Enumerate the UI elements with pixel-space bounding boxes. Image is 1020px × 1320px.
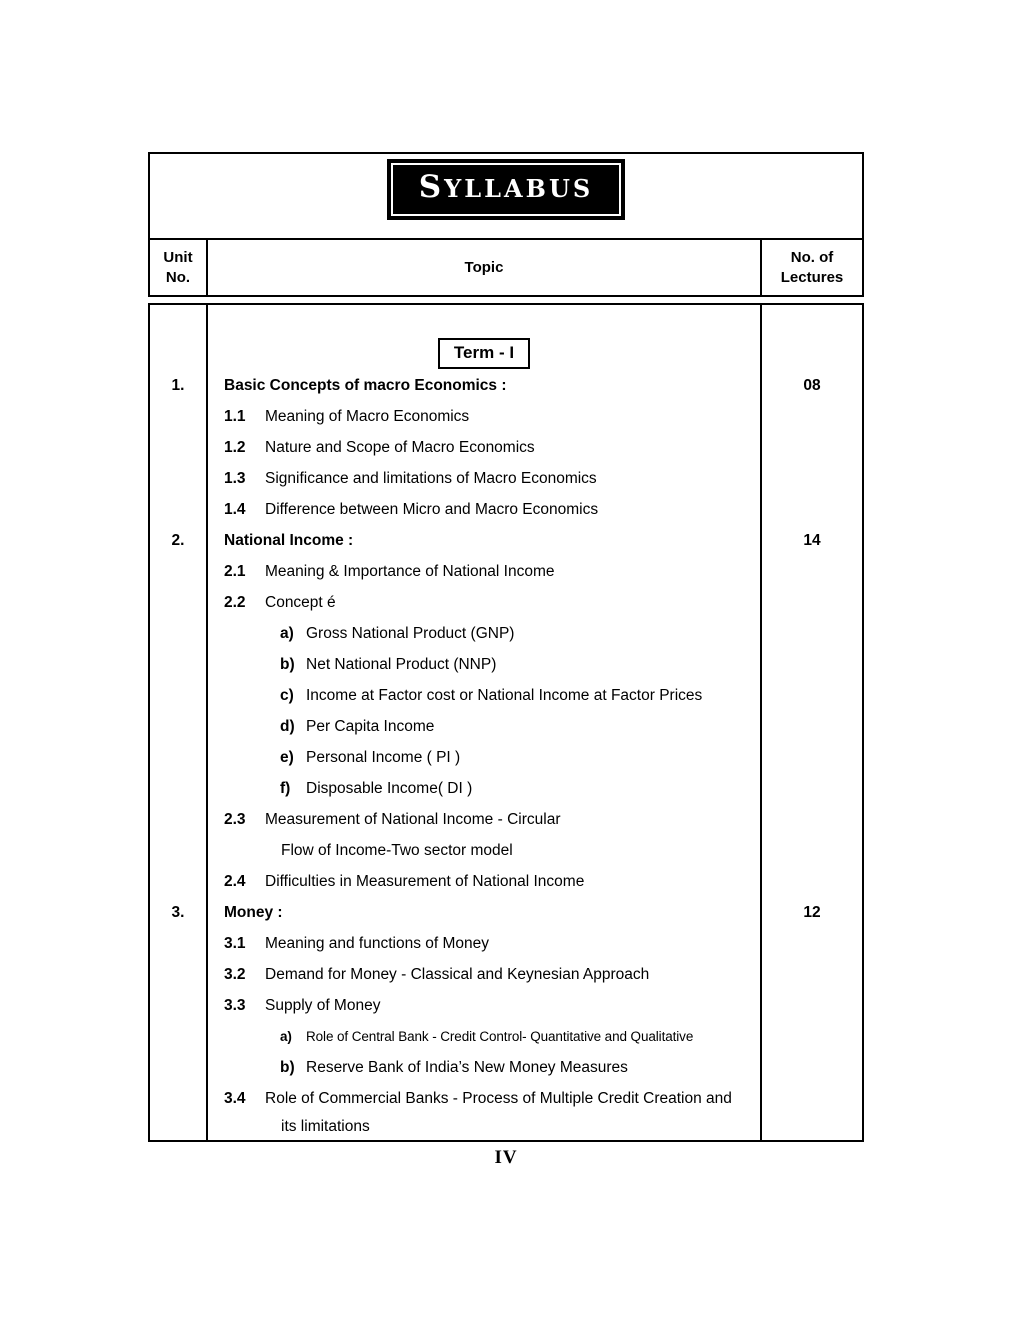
unit-2-number: 2. <box>171 531 185 549</box>
table-row: b) Reserve Bank of India’s New Money Measures <box>150 1052 862 1083</box>
item-text: Reserve Bank of India’s New Money Measures <box>306 1058 628 1076</box>
unit-3-heading-row <box>150 897 862 928</box>
banner-rest: YLLABUS <box>444 174 594 203</box>
header-unit-line1: Unit <box>163 249 193 266</box>
syllabus-banner <box>387 159 625 220</box>
item-text: Significance and limitations of Macro Economics <box>265 469 597 487</box>
table-row: e) Personal Income ( PI ) <box>150 742 862 773</box>
item-text: Supply of Money <box>265 996 381 1014</box>
table-row: 1.3 Significance and limitations of Macro Economics <box>150 463 862 494</box>
item-text: Demand for Money - Classical and Keynesian Approach <box>265 965 650 983</box>
table-row: 2.3 Measurement of National Income - Circular <box>150 804 862 835</box>
item-text: Measurement of National Income - Circular <box>265 810 561 828</box>
table-row: 3.1 Meaning and functions of Money <box>150 928 862 959</box>
table-row: 3.4 Role of Commercial Banks - Process of Multiple Credit Creation and <box>150 1083 862 1114</box>
item-text: Difficulties in Measurement of National Income <box>265 872 585 890</box>
item-text: Role of Central Bank - Credit Control- Quantitative and Qualitative <box>306 1029 694 1044</box>
header-lectures-line2: Lectures <box>780 268 844 286</box>
table-row: 3.3 Supply of Money <box>150 990 862 1021</box>
item-text: Role of Commercial Banks - Process of Multiple Credit Creation and <box>265 1089 732 1107</box>
header-topic: Topic <box>464 258 504 276</box>
unit-2-lectures: 14 <box>803 531 821 549</box>
table-row: 1.4 Difference between Micro and Macro Economics <box>150 494 862 525</box>
table-row: a) Gross National Product (GNP) <box>150 618 862 649</box>
header-lectures <box>760 240 862 295</box>
item-text: Flow of Income-Two sector model <box>281 841 513 859</box>
table-row: 3.2 Demand for Money - Classical and Keynesian Approach <box>150 959 862 990</box>
table-row <box>150 1114 862 1140</box>
header-lectures-line1: No. of <box>790 249 834 266</box>
item-text: Gross National Product (GNP) <box>306 624 515 642</box>
unit-1-title: Basic Concepts of macro Economics : <box>224 376 507 394</box>
banner-initial: S <box>418 169 445 205</box>
unit-3-number: 3. <box>171 903 185 921</box>
table-row: b) Net National Product (NNP) <box>150 649 862 680</box>
item-text: Income at Factor cost or National Income at Factor Prices <box>306 686 703 704</box>
table-row: a) Role of Central Bank - Credit Control- Quantitative and Qualitative <box>150 1021 862 1052</box>
table-row: 1.2 Nature and Scope of Macro Economics <box>150 432 862 463</box>
unit-2-title: National Income : <box>224 531 354 549</box>
item-text: Disposable Income( DI ) <box>306 779 473 797</box>
item-text: Per Capita Income <box>306 717 435 735</box>
table-row <box>150 835 862 866</box>
syllabus-banner-text <box>391 163 621 216</box>
table-body <box>148 303 864 1142</box>
item-text: Meaning of Macro Economics <box>265 407 470 425</box>
item-text: Difference between Micro and Macro Economics <box>265 500 599 518</box>
item-text: its limitations <box>281 1118 370 1135</box>
table-row: c) Income at Factor cost or National Income at Factor Prices <box>150 680 862 711</box>
unit-1-lectures: 08 <box>803 376 821 394</box>
header-unit-no <box>150 240 208 295</box>
table-row: 2.4 Difficulties in Measurement of National Income <box>150 866 862 897</box>
page-number: IV <box>494 1147 518 1168</box>
unit-2-heading-row <box>150 525 862 556</box>
unit-1-heading-row <box>150 370 862 401</box>
term-label: Term - I <box>438 338 530 369</box>
unit-3-title: Money : <box>224 903 283 921</box>
unit-1-number: 1. <box>171 376 185 394</box>
item-text: Concept é <box>265 593 336 611</box>
table-row: f) Disposable Income( DI ) <box>150 773 862 804</box>
header-unit-line2: No. <box>165 268 191 286</box>
item-text: Personal Income ( PI ) <box>306 748 461 766</box>
item-text: Meaning and functions of Money <box>265 934 490 952</box>
table-row: d) Per Capita Income <box>150 711 862 742</box>
item-text: Meaning & Importance of National Income <box>265 562 555 580</box>
table-row: 2.1 Meaning & Importance of National Income <box>150 556 862 587</box>
syllabus-document <box>148 152 864 1169</box>
table-row: 1.1 Meaning of Macro Economics <box>150 401 862 432</box>
title-section <box>148 152 864 238</box>
item-text: Nature and Scope of Macro Economics <box>265 438 535 456</box>
table-header-row <box>148 238 864 297</box>
unit-3-lectures: 12 <box>803 903 821 921</box>
term-row <box>150 305 862 370</box>
item-text: Net National Product (NNP) <box>306 655 497 673</box>
table-row: 2.2 Concept é <box>150 587 862 618</box>
